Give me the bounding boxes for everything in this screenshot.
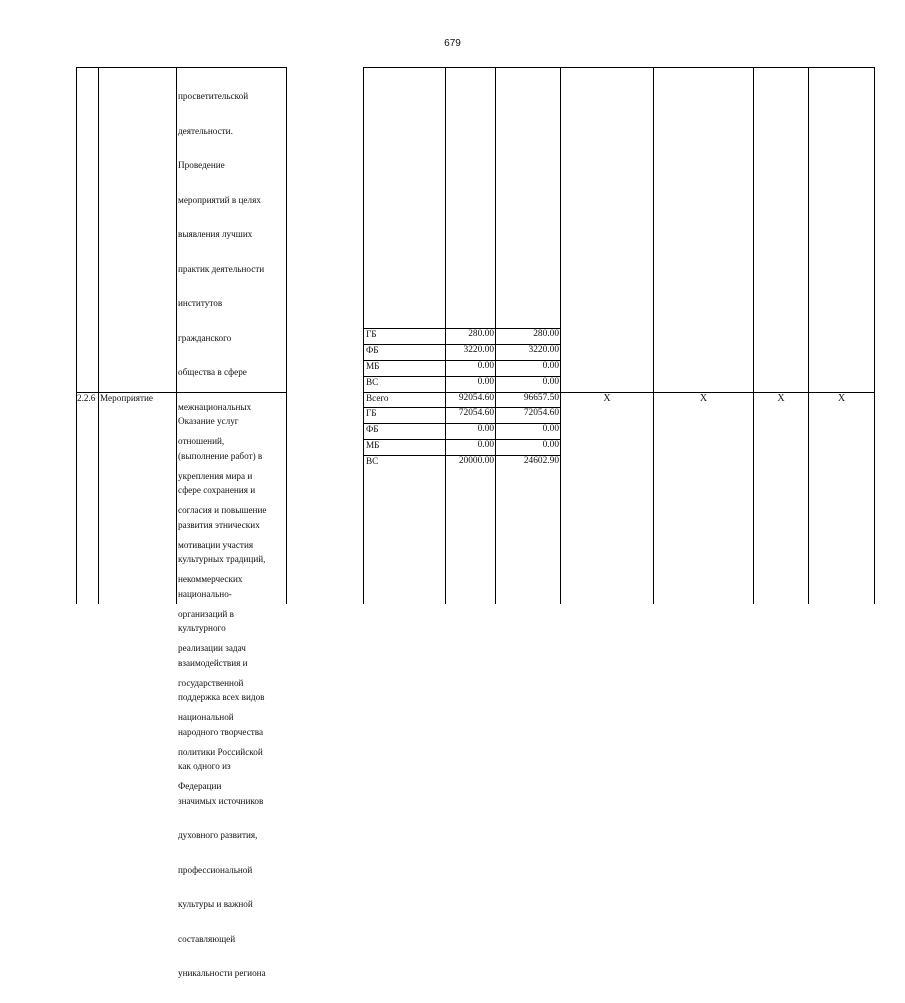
funding-source: ВС [366, 456, 379, 466]
col-border [98, 67, 99, 604]
actual-amount: 0.00 [542, 424, 559, 434]
actual-amount: 0.00 [542, 377, 559, 387]
col-border [874, 67, 875, 604]
planned-amount: 280.00 [468, 329, 494, 339]
planned-amount: 72054.60 [458, 408, 494, 418]
funding-source: ВС [366, 377, 379, 387]
actual-amount: 72054.60 [523, 408, 559, 418]
not-applicable-mark: Х [699, 393, 708, 404]
planned-amount: 0.00 [477, 361, 494, 371]
funding-source: ФБ [366, 424, 379, 434]
measure-number: 2.2.6 [77, 393, 96, 403]
actual-amount: 3220.00 [528, 345, 559, 355]
col-border [753, 67, 754, 604]
measure-description: Оказание услуг (выполнение работ) в сфере сохранения и развития этнических культурных традиций, национально- культурного взаимодействия и поддержка всех видов народного творчества как одного из значимых источников духовного развития, профессиональной культуры и важной составляющей уникальности региона [178, 416, 266, 978]
not-applicable-mark: Х [603, 393, 611, 404]
col-border [653, 67, 654, 604]
actual-amount: 24602.90 [523, 456, 559, 466]
funding-source: МБ [366, 440, 380, 450]
actual-amount: 0.00 [542, 440, 559, 450]
funding-source: МБ [366, 361, 380, 371]
not-applicable-mark: Х [837, 393, 846, 404]
planned-amount: 92054.60 [458, 393, 494, 403]
planned-amount: 0.00 [477, 424, 494, 434]
actual-amount: 280.00 [533, 329, 559, 339]
col-border [808, 67, 809, 604]
funding-source: ГБ [366, 408, 377, 418]
actual-amount: 0.00 [542, 361, 559, 371]
actual-amount: 96657.50 [523, 393, 559, 403]
funding-source: Всего [366, 393, 389, 403]
col-border [560, 67, 561, 604]
measure-description: просветительской деятельности. Проведение мероприятий в целях выявления лучших практик деятельности институтов гражданского общества в сфере межнациональных отношений, укрепления мира и согласия и повышение мотивации участия некоммерческих организаций в реализации задач государственной национальной политики Российской Федерации [178, 91, 267, 791]
funding-source: ГБ [366, 329, 377, 339]
planned-amount: 0.00 [477, 440, 494, 450]
right-table-top-border [363, 67, 875, 68]
col-border [363, 67, 364, 604]
planned-amount: 3220.00 [463, 345, 494, 355]
measure-type: Мероприятие [100, 393, 153, 403]
col-border [76, 67, 77, 604]
planned-amount: 20000.00 [458, 456, 494, 466]
planned-amount: 0.00 [477, 377, 494, 387]
page-number: 679 [444, 38, 461, 49]
not-applicable-mark: Х [777, 393, 785, 404]
funding-source: ФБ [366, 345, 379, 355]
